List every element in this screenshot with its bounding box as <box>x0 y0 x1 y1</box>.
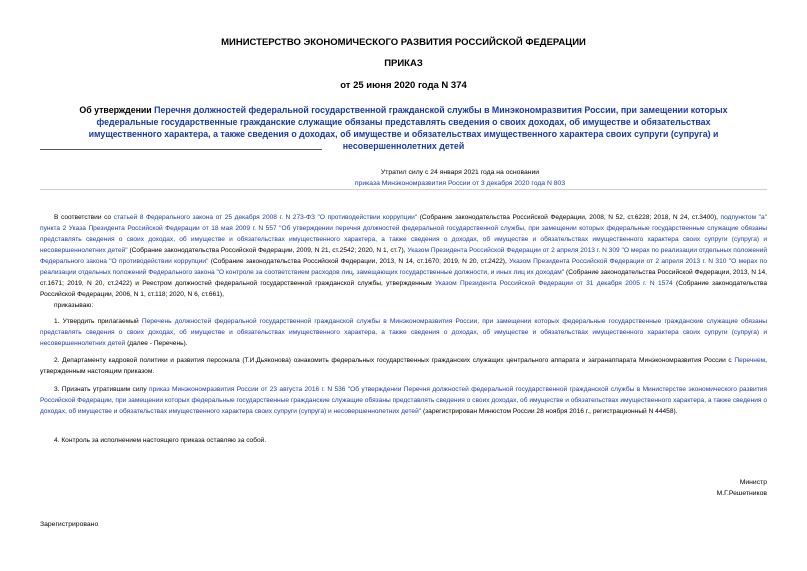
item-2-paragraph <box>40 355 767 377</box>
order-536-link[interactable]: приказ Минэкономразвития России от 23 августа 2016 г. N 536 "Об утверждении Перечня должностей федеральной государственной гражданской службы в Министерстве экономического развития Российской Федерации, при замещении которых федеральные государственные гражданские служащие обязаны представлять сведения о своих доходах, об имуществе и обязательствах имущественного характера, а также сведения о доходах, об имуществе и обязательствах имущественного характера своих супруги (супруга) и несовершеннолетних детей" <box>40 386 767 415</box>
order-heading: ПРИКАЗ <box>384 58 423 69</box>
text: 1. Утвердить прилагаемый <box>54 318 142 325</box>
text: , утвержденным настоящим приказом. <box>40 357 767 375</box>
signer-name: М.Г.Решетников <box>716 490 767 497</box>
decree-557-link[interactable]: подпунктом "а" пункта 2 Указа Президента Российской Федерации от 18 мая 2009 г. N 557 "Об утверждении перечня должностей федеральной государственной службы, при замещении которых федеральные государственные служащие обязаны представлять сведения о своих доходах, об имуществе и обязательствах имущественного характера, а также сведения о доходах, об имуществе и обязательствах имущественного характера своих супруги (супруга) и несовершеннолетних детей" <box>40 214 767 254</box>
divider-short <box>40 149 322 150</box>
basis-paragraph <box>40 212 767 300</box>
decree-1574-link[interactable]: Указом Президента Российской Федерации от 31 декабря 2005 г. N 1574 <box>435 280 673 287</box>
list-link[interactable]: Перечнем <box>734 357 766 364</box>
ministry-heading: МИНИСТЕРСТВО ЭКОНОМИЧЕСКОГО РАЗВИТИЯ РОССИЙСКОЙ ФЕДЕРАЦИИ <box>221 37 586 48</box>
text: (Собрание законодательства Российской Федерации, 2009, N 21, ст.2542; 2020, N 1, ст.7), <box>127 247 408 254</box>
decree-309-link[interactable]: Указом Президента Российской Федерации от 2 апреля 2013 г. N 309 "О мерах по реализации отдельных положений Федерального закона "О противодействии коррупции" <box>40 247 768 265</box>
text: (Собрание законодательства Российской Федерации, 2013, N 14, ст.1671; 2019, N 20, ст.2422) и Реестром должностей федеральной государственной гражданской службы, утвержденным <box>40 269 767 287</box>
repeal-notice <box>300 167 620 189</box>
signer-position: Министр <box>739 479 767 486</box>
order-date-number: от 25 июня 2020 года N 374 <box>340 80 467 91</box>
orders-word: приказываю: <box>54 302 94 309</box>
text: (зарегистрирован Минюстом России 28 ноября 2016 г., регистрационный N 44458). <box>421 408 678 415</box>
repeal-order-link[interactable]: приказа Минэкономразвития России от 3 декабря 2020 года N 803 <box>354 180 566 187</box>
item-3-paragraph <box>40 384 767 417</box>
text: В соответствии со <box>54 214 114 221</box>
decree-310-link[interactable]: Указом Президента Российской Федерации от 2 апреля 2013 г. N 310 "О мерах по реализации отдельных положений Федерального закона "О контроле за соответствием расходов лиц, замещающих государственные должности, и иных лиц их доходам" <box>40 258 767 276</box>
divider-full <box>40 189 767 190</box>
text: (Собрание законодательства Российской Федерации, 2006, N 1, ст.118; 2020, N 6, ст.661), <box>40 280 767 298</box>
text: (Собрание законодательства Российской Федерации, 2008, N 52, ст.6228; 2018, N 24, ст.3400), <box>417 214 721 221</box>
item-4-paragraph: 4. Контроль за исполнением настоящего приказа оставляю за собой. <box>54 437 267 444</box>
law-273-link[interactable]: статьей 8 Федерального закона от 25 декабря 2008 г. N 273-ФЗ "О противодействии коррупции" <box>113 214 418 221</box>
repeal-text: Утратил силу с 24 января 2021 года на основании <box>380 169 540 176</box>
title-prefix: Об утверждении <box>79 105 155 115</box>
text: (далее - Перечень). <box>125 340 188 347</box>
document-title <box>60 104 747 152</box>
registration-note: Зарегистрировано <box>40 521 99 528</box>
text: 3. Признать утратившим силу <box>54 386 150 393</box>
text: 2. Департаменту кадровой политики и развития персонала (Т.И.Дьяконова) ознакомить федеральных государственных гражданских служащих центрального аппарата и загранаппарата Минэкономразвития России с <box>54 357 735 364</box>
item-1-paragraph <box>40 316 767 349</box>
text: (Собрание законодательства Российской Федерации, 2013, N 14, ст.1670; 2019, N 20, ст.2422), <box>208 258 510 265</box>
approved-list-link[interactable]: Перечень должностей федеральной государственной гражданской службы в Минэкономразвития России, при замещении которых федеральные государственные гражданские служащие обязаны представлять сведения о своих доходах, об имуществе и обязательствах имущественного характера, а также сведения о доходах, об имуществе и обязательствах имущественного характера своих супруги (супруга) и несовершеннолетних детей <box>40 318 767 347</box>
title-list-link[interactable]: Перечня должностей федеральной государственной гражданской службы в Минэкономразвития России, при замещении которых федеральные государственные гражданские служащие обязаны представлять сведения о своих доходах, об имуществе и обязательствах имущественного характера, а также сведения о доходах, об имуществе и обязательствах имущественного характера своих супруги (супруга) и несовершеннолетних детей <box>88 105 728 151</box>
